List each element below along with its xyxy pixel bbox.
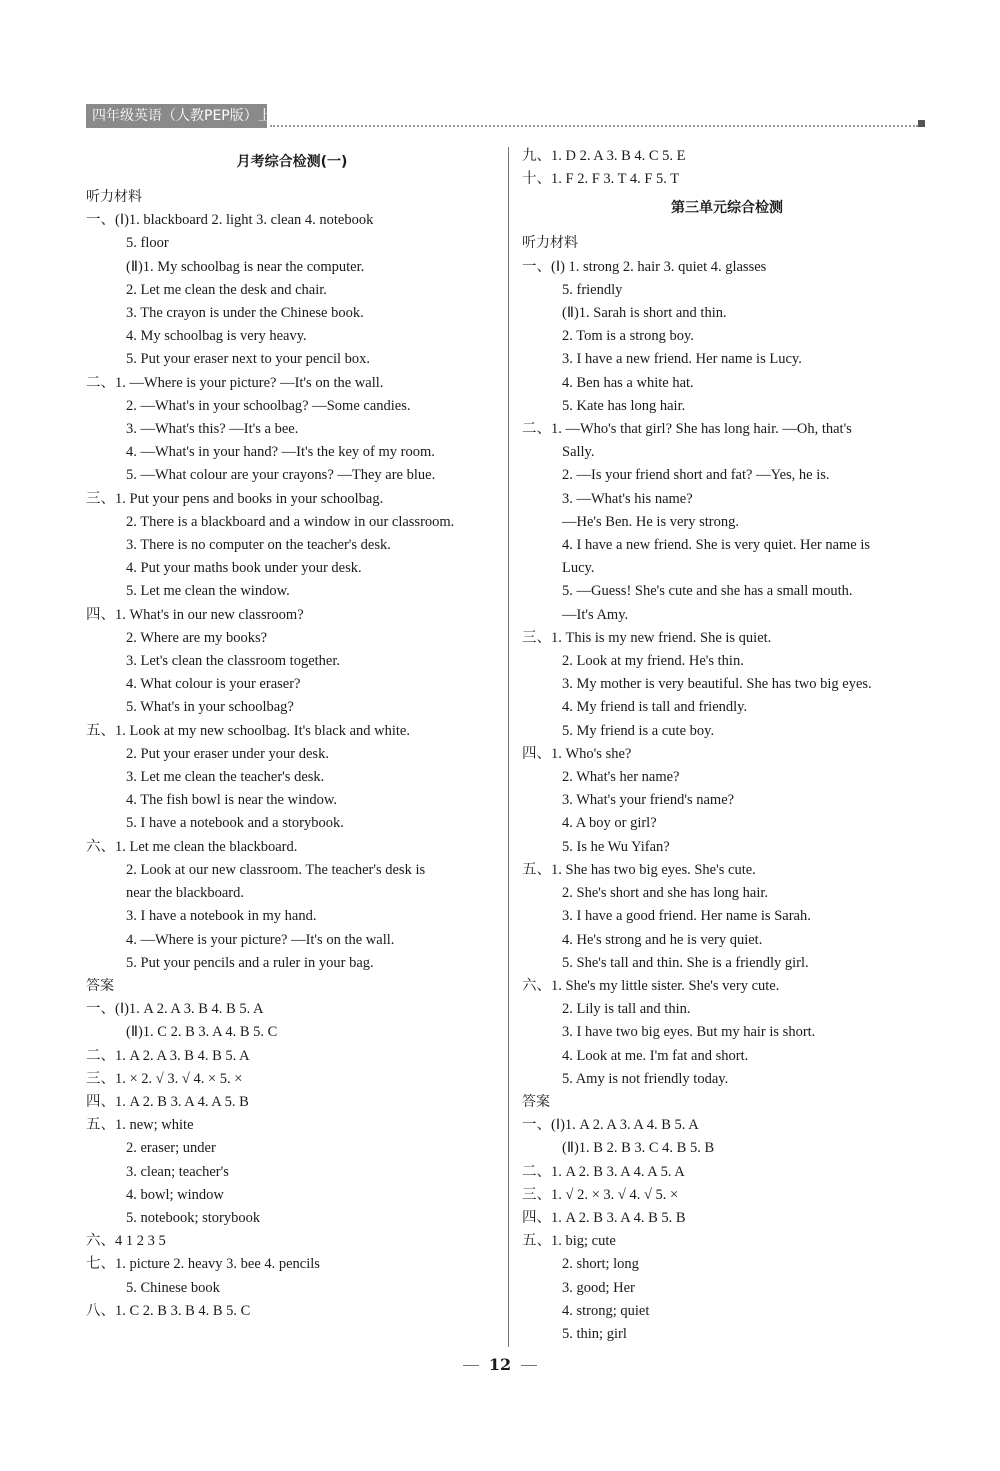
header-rule (270, 125, 918, 127)
text-line: 2. eraser; under (126, 1140, 216, 1157)
section-heading: 听力材料 (86, 189, 142, 205)
text-line: 5. What's in your schoolbag? (126, 699, 294, 716)
text-line: 4. What colour is your eraser? (126, 676, 301, 693)
text-line: (Ⅱ)1. C 2. B 3. A 4. B 5. C (126, 1024, 278, 1041)
text-line: Sally. (562, 444, 595, 461)
text-line: (Ⅱ)1. My schoolbag is near the computer. (126, 258, 365, 275)
text-line: 2. Lily is tall and thin. (562, 1001, 691, 1018)
text-line: 5. Put your eraser next to your pencil box. (126, 351, 371, 368)
text-line: 2. Tom is a strong boy. (562, 328, 694, 345)
text-line: 4. The fish bowl is near the window. (126, 792, 338, 809)
text-line: 三、1. Put your pens and books in your schoolbag. (86, 490, 384, 507)
text-line: —It's Amy. (562, 606, 629, 623)
text-line: 3. I have a good friend. Her name is Sarah. (562, 908, 811, 925)
text-line: 5. My friend is a cute boy. (562, 722, 715, 739)
text-line: 3. What's your friend's name? (562, 792, 735, 809)
text-line: 5. floor (126, 235, 169, 252)
column-divider (508, 147, 509, 1347)
text-line: 三、1. × 2. √ 3. √ 4. × 5. × (86, 1070, 243, 1087)
text-line: 4. —Where is your picture? —It's on the wall. (126, 931, 395, 948)
text-line: 4. bowl; window (126, 1186, 224, 1203)
text-line: 四、1. A 2. B 3. A 4. B 5. B (522, 1209, 686, 1226)
text-line: 五、1. Look at my new schoolbag. It's black and white. (86, 722, 410, 739)
text-line: 5. friendly (562, 281, 623, 298)
text-line: 八、1. C 2. B 3. B 4. B 5. C (86, 1302, 251, 1319)
page-footer (0, 1355, 1000, 1374)
section-heading: 答案 (522, 1093, 550, 1110)
header-title: 四年级英语（人教PEP版）上 (86, 104, 267, 128)
text-line: 三、1. This is my new friend. She is quiet. (522, 629, 772, 646)
text-line: Lucy. (562, 560, 595, 577)
text-line: 四、1. A 2. B 3. A 4. A 5. B (86, 1093, 249, 1110)
text-line: 4. My schoolbag is very heavy. (126, 328, 307, 345)
text-line: 2. —Is your friend short and fat? —Yes, he is. (562, 467, 830, 484)
text-line: 5. —What colour are your crayons? —They are blue. (126, 467, 436, 484)
text-line: 六、1. She's my little sister. She's very cute. (522, 977, 780, 994)
text-line: 2. What's her name? (562, 769, 680, 786)
text-line: 十、1. F 2. F 3. T 4. F 5. T (522, 171, 680, 188)
text-line: 七、1. picture 2. heavy 3. bee 4. pencils (86, 1256, 320, 1273)
text-line: 二、1. —Where is your picture? —It's on the wall. (86, 374, 384, 391)
text-line: 3. clean; teacher's (126, 1163, 229, 1180)
text-line: 二、1. —Who's that girl? She has long hair. —Oh, that's (522, 421, 852, 438)
text-line: 3. I have a notebook in my hand. (126, 908, 317, 925)
text-line: 4. Look at me. I'm fat and short. (562, 1047, 749, 1064)
text-line: 一、(Ⅰ)1. A 2. A 3. A 4. B 5. A (522, 1117, 699, 1134)
text-line: 5. notebook; storybook (126, 1209, 261, 1226)
text-line: 2. Let me clean the desk and chair. (126, 281, 327, 298)
text-line: 二、1. A 2. A 3. B 4. B 5. A (86, 1047, 250, 1064)
text-line: 2. There is a blackboard and a window in our classroom. (126, 513, 455, 530)
text-line: 5. Amy is not friendly today. (562, 1070, 729, 1087)
text-line: 3. good; Her (562, 1279, 635, 1296)
text-line: 4. —What's in your hand? —It's the key of my room. (126, 444, 435, 461)
text-line: 4. I have a new friend. She is very quiet. Her name is (562, 537, 871, 554)
text-line: 5. —Guess! She's cute and she has a small mouth. (562, 583, 853, 600)
text-line: 4. strong; quiet (562, 1302, 650, 1319)
text-line: 4. Ben has a white hat. (562, 374, 694, 391)
text-line: 九、1. D 2. A 3. B 4. C 5. E (522, 148, 686, 164)
section-heading: 听力材料 (522, 235, 578, 252)
section-title: 第三单元综合检测 (671, 200, 783, 217)
text-line: 四、1. Who's she? (522, 745, 632, 762)
text-line: 六、4 1 2 3 5 (86, 1233, 166, 1250)
text-line: 3. I have a new friend. Her name is Lucy. (562, 351, 802, 368)
text-line: 3. My mother is very beautiful. She has two big eyes. (562, 676, 872, 693)
text-line: 3. The crayon is under the Chinese book. (126, 305, 364, 322)
text-line: 五、1. big; cute (522, 1233, 616, 1250)
text-line: 5. Kate has long hair. (562, 397, 686, 414)
header-square-icon (918, 120, 925, 127)
left-column (86, 145, 498, 1323)
text-line: 2. Look at our new classroom. The teacher's desk is (126, 861, 426, 878)
text-line: 一、(Ⅰ)1. blackboard 2. light 3. clean 4. notebook (86, 212, 374, 229)
section-heading: 答案 (86, 977, 114, 994)
text-line: 2. She's short and she has long hair. (562, 885, 768, 902)
text-line: 5. thin; girl (562, 1325, 627, 1342)
text-line: 5. Chinese book (126, 1279, 220, 1296)
text-line: 5. She's tall and thin. She is a friendly girl. (562, 954, 809, 971)
text-line: near the blackboard. (126, 885, 244, 902)
text-line: 五、1. new; white (86, 1117, 194, 1134)
text-line: 3. Let me clean the teacher's desk. (126, 769, 325, 786)
text-line: 一、(Ⅰ)1. A 2. A 3. B 4. B 5. A (86, 1001, 264, 1018)
text-line: 4. A boy or girl? (562, 815, 657, 832)
text-line: 四、1. What's in our new classroom? (86, 606, 304, 623)
text-line: (Ⅱ)1. Sarah is short and thin. (562, 305, 727, 322)
text-line: 六、1. Let me clean the blackboard. (86, 838, 298, 855)
text-line: 3. —What's his name? (562, 490, 693, 507)
text-line: 2. —What's in your schoolbag? —Some candies. (126, 397, 411, 414)
text-line: 3. —What's this? —It's a bee. (126, 421, 299, 438)
text-line: 4. My friend is tall and friendly. (562, 699, 748, 716)
text-line: 2. Put your eraser under your desk. (126, 745, 329, 762)
text-line: 三、1. √ 2. × 3. √ 4. √ 5. × (522, 1186, 679, 1203)
text-line: 4. He's strong and he is very quiet. (562, 931, 763, 948)
text-line: 2. Look at my friend. He's thin. (562, 653, 744, 670)
text-line: 二、1. A 2. B 3. A 4. A 5. A (522, 1163, 685, 1180)
text-line: (Ⅱ)1. B 2. B 3. C 4. B 5. B (562, 1140, 715, 1157)
text-line: 4. Put your maths book under your desk. (126, 560, 362, 577)
text-line: 3. I have two big eyes. But my hair is short. (562, 1024, 816, 1041)
text-line: 3. Let's clean the classroom together. (126, 653, 341, 670)
text-line: 5. Let me clean the window. (126, 583, 290, 600)
text-line: —He's Ben. He is very strong. (562, 513, 739, 530)
section-title: 月考综合检测(一) (236, 154, 348, 170)
text-line: 5. Is he Wu Yifan? (562, 838, 670, 855)
text-line: 3. There is no computer on the teacher's desk. (126, 537, 391, 554)
right-column (522, 145, 932, 1346)
text-line: 2. Where are my books? (126, 629, 268, 646)
text-line: 一、(Ⅰ) 1. strong 2. hair 3. quiet 4. glasses (522, 258, 767, 275)
text-line: 5. I have a notebook and a storybook. (126, 815, 344, 832)
text-line: 五、1. She has two big eyes. She's cute. (522, 861, 756, 878)
text-line: 2. short; long (562, 1256, 639, 1273)
text-line: 5. Put your pencils and a ruler in your bag. (126, 954, 374, 971)
page-number: 12 (488, 1355, 512, 1374)
